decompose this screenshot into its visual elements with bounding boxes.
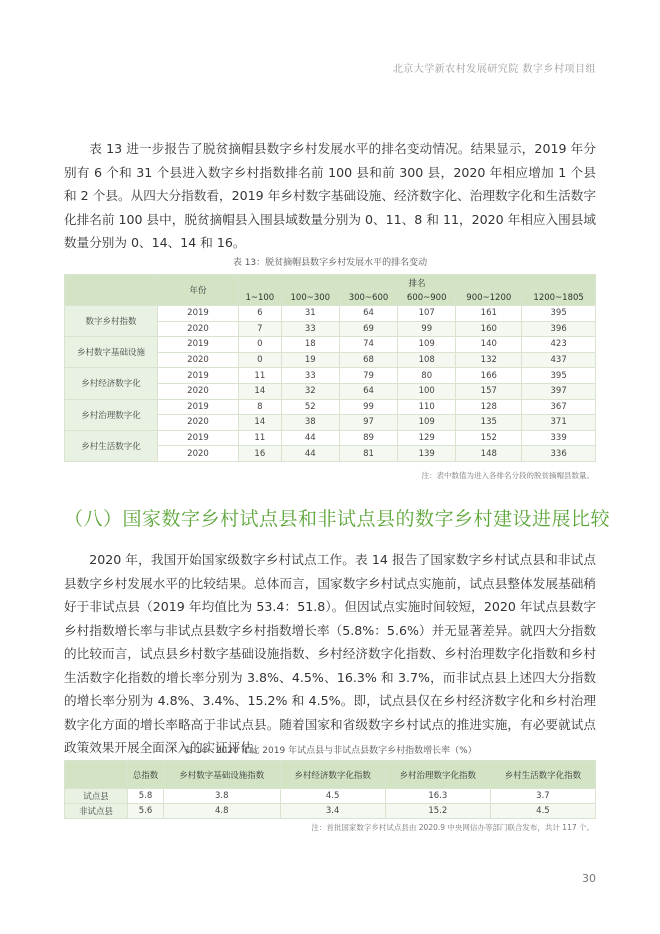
table13 xyxy=(64,274,596,462)
year-cell: 2020 xyxy=(158,383,239,399)
table-cell: 109 xyxy=(398,415,456,431)
table-cell: 6 xyxy=(239,306,282,322)
table-cell: 16 xyxy=(239,446,282,462)
table-cell: 19 xyxy=(281,352,339,368)
row-group-label: 乡村治理数字化 xyxy=(65,399,158,430)
year-cell: 2019 xyxy=(158,399,239,415)
table-row xyxy=(65,430,596,446)
table-cell: 110 xyxy=(398,399,456,415)
table-cell: 107 xyxy=(398,306,456,322)
table-row xyxy=(65,399,596,415)
table-row xyxy=(65,368,596,384)
paragraph-table13-intro: 表 13 进一步报告了脱贫摘帽县数字乡村发展水平的排名变动情况。结果显示，2019 年分别有 6 个和 31 个县进入数字乡村指数排名前 100 县和前 300 县，2020 年相应增加 1 个县和 2 个县。从四大分指数看，2019 年乡村数字基础设施、经济数字化、治理数字化和生活数字化排名前 100 县中，脱贫摘帽县入围县域数量分别为 0、11、8 和 11，2020 年相应入围县域数量分别为 0、14、14 和 16。 xyxy=(64,141,596,250)
table-cell: 152 xyxy=(456,430,522,446)
table-cell: 395 xyxy=(522,368,596,384)
table-cell: 74 xyxy=(339,337,397,353)
paragraph-pilot-comparison: 2020 年，我国开始国家级数字乡村试点工作。表 14 报告了国家数字乡村试点县和非试点县数字乡村发展水平的比较结果。总体而言，国家数字乡村试点实施前，试点县整体发展基础稍好于非试点县（2019 年均值比为 53.4：51.8）。但因试点实施时间较短，2020 年试点县数字乡村指数增长率与非试点县数字乡村指数增长率（5.8%：5.6%）并无显著差异。就四大分指数的比较而言，试点县乡村数字基础设施指数、乡村经济数字化指数、乡村治理数字化指数和乡村生活数字化指数的增长率分别为 3.8%、4.5%、16.3% 和 3.7%，而非试点县上述四大分指数的增长率分别为 4.8%、3.4%、15.2% 和 4.5%。即，试点县仅在乡村经济数字化和乡村治理数字化方面的增长率略高于非试点县。随着国家和省级数字乡村试点的推进实施，有必要就试点政策效果开展全面深入的实证评估。 xyxy=(64,552,596,755)
table-cell: 79 xyxy=(339,368,397,384)
table-cell: 97 xyxy=(339,415,397,431)
table-row xyxy=(65,804,596,819)
table13-note: 注：表中数值为进入各排名分段的脱贫摘帽县数量。 xyxy=(421,471,594,480)
table-cell: 99 xyxy=(339,399,397,415)
year-cell: 2020 xyxy=(158,415,239,431)
rank-column-header: 1200~1805 xyxy=(522,291,596,306)
table-cell: 109 xyxy=(398,337,456,353)
table-cell: 33 xyxy=(281,321,339,337)
table-cell: 64 xyxy=(339,306,397,322)
table-cell: 5.6 xyxy=(128,804,164,819)
running-header: 北京大学新农村发展研究院 数字乡村项目组 xyxy=(392,64,596,75)
year-header: 年份 xyxy=(158,275,239,306)
table-cell: 339 xyxy=(522,430,596,446)
year-cell: 2019 xyxy=(158,306,239,322)
table-cell: 8 xyxy=(239,399,282,415)
table-cell: 11 xyxy=(239,368,282,384)
year-cell: 2019 xyxy=(158,337,239,353)
table-cell: 64 xyxy=(339,383,397,399)
table-cell: 135 xyxy=(456,415,522,431)
rank-header: 排名 xyxy=(239,275,596,291)
row-group-label: 乡村生活数字化 xyxy=(65,430,158,461)
table-cell: 0 xyxy=(239,352,282,368)
table-cell: 5.8 xyxy=(128,789,164,804)
index-column-header: 乡村数字基础设施指数 xyxy=(163,761,280,789)
table-cell: 397 xyxy=(522,383,596,399)
table-cell: 11 xyxy=(239,430,282,446)
table-cell: 81 xyxy=(339,446,397,462)
table-cell: 14 xyxy=(239,383,282,399)
table-cell: 160 xyxy=(456,321,522,337)
table-cell: 371 xyxy=(522,415,596,431)
table-cell: 129 xyxy=(398,430,456,446)
index-column-header: 总指数 xyxy=(128,761,164,789)
table-cell: 161 xyxy=(456,306,522,322)
table13-caption: 表 13：脱贫摘帽县数字乡村发展水平的排名变动 xyxy=(232,258,428,268)
table-cell: 157 xyxy=(456,383,522,399)
table-row xyxy=(65,789,596,804)
table-cell: 3.4 xyxy=(280,804,385,819)
rank-column-header: 900~1200 xyxy=(456,291,522,306)
table-cell: 38 xyxy=(281,415,339,431)
year-cell: 2019 xyxy=(158,430,239,446)
table-cell: 69 xyxy=(339,321,397,337)
table-cell: 14 xyxy=(239,415,282,431)
year-cell: 2020 xyxy=(158,446,239,462)
table-cell: 33 xyxy=(281,368,339,384)
table-cell: 99 xyxy=(398,321,456,337)
corner-cell xyxy=(65,761,128,789)
table-cell: 31 xyxy=(281,306,339,322)
table-cell: 423 xyxy=(522,337,596,353)
table-cell: 367 xyxy=(522,399,596,415)
index-column-header: 乡村生活数字化指数 xyxy=(490,761,595,789)
table14-note: 注：首批国家数字乡村试点县由 2020.9 中央网信办等部门联合发布，共计 117 个。 xyxy=(311,823,594,832)
table-cell: 148 xyxy=(456,446,522,462)
page-number: 30 xyxy=(582,872,596,885)
table-row xyxy=(65,306,596,322)
rank-column-header: 100~300 xyxy=(281,291,339,306)
table-cell: 15.2 xyxy=(385,804,490,819)
table-cell: 3.7 xyxy=(490,789,595,804)
row-group-label: 乡村经济数字化 xyxy=(65,368,158,399)
index-column-header: 乡村经济数字化指数 xyxy=(280,761,385,789)
row-label: 非试点县 xyxy=(65,804,128,819)
table-cell: 132 xyxy=(456,352,522,368)
table-cell: 80 xyxy=(398,368,456,384)
table14-caption: 表 14：2020 年比 2019 年试点县与非试点县数字乡村指数增长率（%） xyxy=(183,746,477,756)
row-group-label: 数字乡村指数 xyxy=(65,306,158,337)
table-cell: 139 xyxy=(398,446,456,462)
year-cell: 2020 xyxy=(158,352,239,368)
table-cell: 32 xyxy=(281,383,339,399)
table-cell: 336 xyxy=(522,446,596,462)
table-cell: 396 xyxy=(522,321,596,337)
table-cell: 68 xyxy=(339,352,397,368)
table-cell: 128 xyxy=(456,399,522,415)
corner-cell xyxy=(65,275,158,306)
table-cell: 166 xyxy=(456,368,522,384)
table-cell: 3.8 xyxy=(163,789,280,804)
row-group-label: 乡村数字基础设施 xyxy=(65,337,158,368)
table-cell: 52 xyxy=(281,399,339,415)
rank-column-header: 300~600 xyxy=(339,291,397,306)
table-cell: 16.3 xyxy=(385,789,490,804)
table-cell: 18 xyxy=(281,337,339,353)
table-cell: 7 xyxy=(239,321,282,337)
table14 xyxy=(64,760,596,819)
table-cell: 4.5 xyxy=(490,804,595,819)
row-label: 试点县 xyxy=(65,789,128,804)
year-cell: 2019 xyxy=(158,368,239,384)
rank-column-header: 1~100 xyxy=(239,291,282,306)
year-cell: 2020 xyxy=(158,321,239,337)
table-cell: 108 xyxy=(398,352,456,368)
table-cell: 4.8 xyxy=(163,804,280,819)
index-column-header: 乡村治理数字化指数 xyxy=(385,761,490,789)
table-cell: 44 xyxy=(281,430,339,446)
section-title: （八）国家数字乡村试点县和非试点县的数字乡村建设进展比较 xyxy=(64,508,611,530)
table-row xyxy=(65,337,596,353)
table-cell: 100 xyxy=(398,383,456,399)
table-cell: 140 xyxy=(456,337,522,353)
table-cell: 44 xyxy=(281,446,339,462)
rank-column-header: 600~900 xyxy=(398,291,456,306)
table-cell: 437 xyxy=(522,352,596,368)
table-cell: 0 xyxy=(239,337,282,353)
table-cell: 89 xyxy=(339,430,397,446)
table-cell: 4.5 xyxy=(280,789,385,804)
table-cell: 395 xyxy=(522,306,596,322)
